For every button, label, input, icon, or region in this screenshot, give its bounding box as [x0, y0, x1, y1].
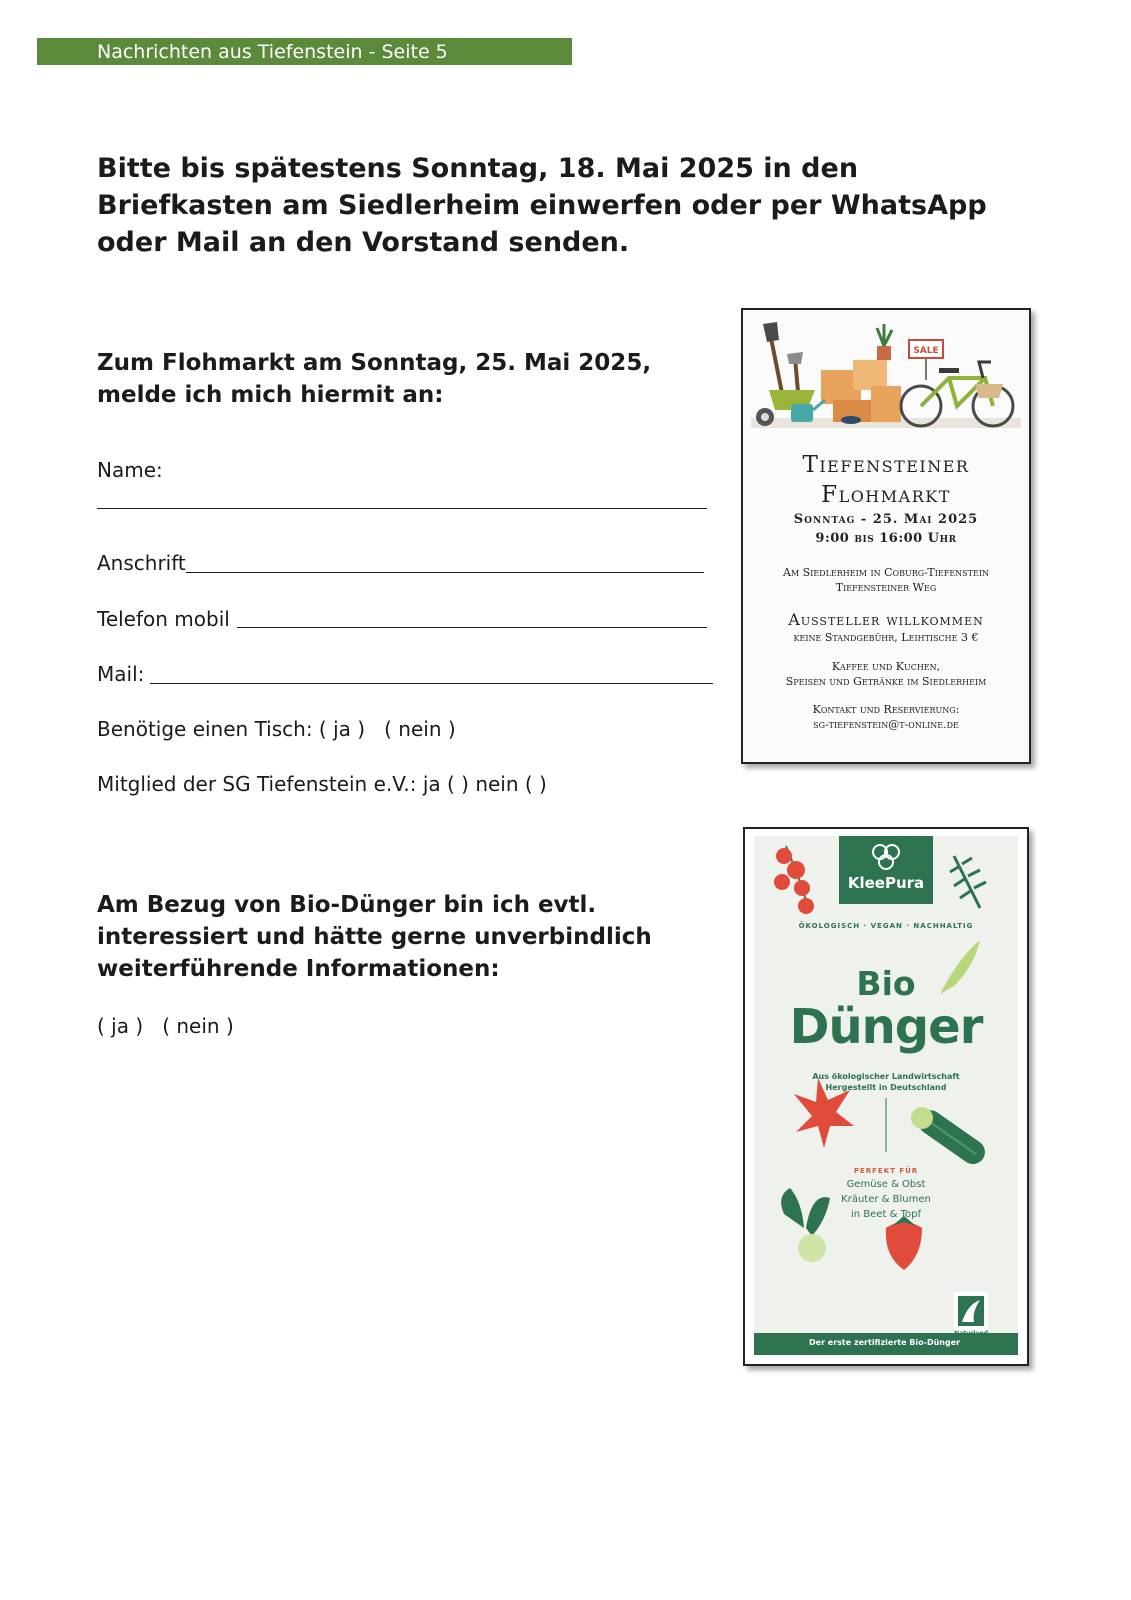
- page-header-bar: [37, 38, 572, 65]
- flohmarkt-flyer: [741, 308, 1031, 764]
- flohmarkt-title-line1: Tiefensteiner: [802, 452, 970, 478]
- flohmarkt-food-line1: Kaffee und Kuchen,: [831, 660, 941, 673]
- address-field[interactable]: [186, 572, 704, 573]
- bio-title-line2: Dünger: [789, 999, 983, 1055]
- address-label: Anschrift: [97, 551, 186, 575]
- flohmarkt-location-line2: Tiefensteiner Weg: [835, 581, 937, 594]
- member-label: Mitglied der SG Tiefenstein e.V.:: [97, 772, 417, 796]
- flohmarkt-contact-email: sg-tiefenstein@t-online.de: [813, 718, 959, 731]
- bio-duenger-illustrations: [754, 836, 1018, 1355]
- bio-answer: [97, 1013, 234, 1039]
- naturland-icon: [958, 1296, 984, 1326]
- bio-duenger-flyer: [743, 827, 1029, 1366]
- flohmarkt-fees: keine Standgebühr, Leihtische 3 €: [793, 631, 979, 644]
- flohmarkt-form-heading: Zum Flohmarkt am Sonntag, 25. Mai 2025, melde ich mich hiermit an:: [97, 350, 652, 408]
- mail-label: Mail:: [97, 662, 145, 686]
- bio-duenger-panel: [754, 836, 1018, 1355]
- bio-footer-text: Der erste zertifizierte Bio-Dünger: [809, 1338, 961, 1347]
- bio-perfect-for: PERFEKT FÜR: [853, 1167, 919, 1175]
- bio-use-item: Kräuter & Blumen: [841, 1194, 931, 1205]
- bio-origin-line2: Hergestellt in Deutschland: [825, 1083, 947, 1092]
- flohmarkt-time: 9:00 bis 16:00 Uhr: [815, 531, 957, 546]
- member-no-option[interactable]: ( ): [524, 772, 547, 796]
- bio-claim: ÖKOLOGISCH · VEGAN · NACHHALTIG: [798, 922, 974, 930]
- flohmarkt-date: Sonntag - 25. Mai 2025: [793, 512, 979, 527]
- bio-title-line1: Bio: [856, 964, 916, 1003]
- bio-use-item: Gemüse & Obst: [846, 1179, 926, 1190]
- bio-origin-line1: Aus ökologischer Landwirtschaft: [812, 1072, 960, 1081]
- flohmarkt-location-line1: Am Siedlerheim in Coburg-Tiefenstein: [783, 566, 989, 579]
- member-question: [97, 771, 547, 797]
- name-label: Name:: [97, 458, 163, 482]
- page-header-title: Nachrichten aus Tiefenstein - Seite 5: [97, 41, 448, 63]
- member-yes-option[interactable]: ( ): [446, 772, 469, 796]
- table-yes-option[interactable]: ( ja ): [318, 717, 366, 741]
- intro-instructions: Bitte bis spätestens Sonntag, 18. Mai 2025 in den Briefkasten am Siedlerheim einwerfen oder per WhatsApp oder Mail an den Vorstand senden.: [97, 153, 987, 258]
- phone-field[interactable]: [237, 627, 707, 628]
- bio-no-option[interactable]: ( nein ): [162, 1014, 234, 1038]
- member-yes-label: ja: [422, 772, 441, 796]
- sale-sign: SALE: [913, 346, 939, 356]
- flohmarkt-exhibitors: Aussteller willkommen: [788, 610, 984, 629]
- kleepura-brand: KleePura: [847, 874, 925, 892]
- mail-field[interactable]: [150, 683, 713, 684]
- phone-label: Telefon mobil: [97, 607, 230, 631]
- flohmarkt-food-line2: Speisen und Getränke im Siedlerheim: [785, 675, 987, 688]
- bio-form-heading: Am Bezug von Bio-Dünger bin ich evtl. interessiert und hätte gerne unverbindlich weiterführende Informationen:: [97, 892, 652, 982]
- flohmarkt-title-line2: Flohmarkt: [821, 482, 951, 508]
- name-field[interactable]: [97, 508, 707, 509]
- clover-icon: [868, 842, 904, 872]
- member-no-label: nein: [475, 772, 519, 796]
- bio-use-item: in Beet & Topf: [851, 1209, 921, 1220]
- flohmarkt-illustration: [751, 318, 1021, 438]
- bio-yes-option[interactable]: ( ja ): [97, 1014, 144, 1038]
- table-question: [97, 716, 456, 742]
- bio-footer-bar: [754, 1333, 1018, 1355]
- flohmarkt-contact-line1: Kontakt und Reservierung:: [812, 703, 960, 716]
- table-no-option[interactable]: ( nein ): [384, 717, 456, 741]
- table-label: Benötige einen Tisch:: [97, 717, 313, 741]
- kleepura-logo: [839, 836, 933, 904]
